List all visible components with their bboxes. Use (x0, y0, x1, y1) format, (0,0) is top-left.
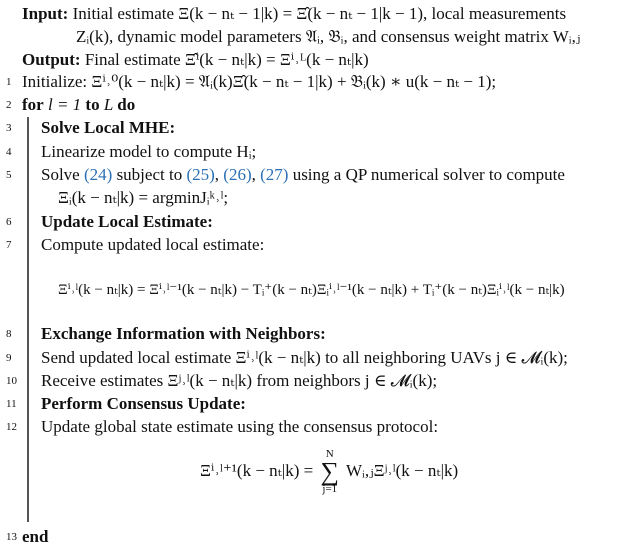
loop-range: l = 1 (43, 95, 86, 114)
line-number: 11 (6, 398, 17, 410)
step-heading: Update Local Estimate: (41, 212, 213, 231)
text: , (214, 165, 224, 184)
text: Solve (41, 165, 84, 184)
sum-upper: N (325, 448, 334, 461)
line-text: Update global state estimate using the consensus protocol: (41, 417, 439, 436)
line-number: 7 (6, 239, 12, 251)
line-number: 5 (6, 169, 12, 181)
loop-body-bar (27, 117, 29, 522)
text: , (251, 165, 261, 184)
input-line (22, 4, 566, 24)
step-heading: Solve Local MHE: (41, 118, 176, 137)
input-text: Initial estimate Ξ(k − nₜ − 1|k) = Ξ̂(k − nₜ − 1|k − 1), local measurements (72, 4, 567, 23)
line-text: Compute updated local estimate: (41, 235, 265, 254)
equation-ref-link[interactable]: (25) (186, 165, 215, 184)
line-for-loop (22, 95, 135, 115)
line-text: Send updated local estimate Ξⁱ˒ˡ(k − nₜ|k) to all neighboring UAVs j ∈ 𝓜ᵢ(k); (41, 348, 568, 367)
line-number: 3 (6, 122, 12, 134)
keyword-to: to (85, 95, 100, 114)
keyword-for: for (22, 95, 44, 114)
sigma-symbol: ∑ (320, 457, 340, 487)
line-text: Receive estimates Ξʲ˒ˡ(k − nₜ|k) from neighbors j ∈ 𝓜ᵢ(k); (41, 371, 438, 390)
sum-lower: j=1 (322, 483, 338, 496)
input-continuation: Zᵢ(k), dynamic model parameters 𝔄ᵢ, 𝔅ᵢ, and consensus weight matrix Wᵢ,ⱼ (76, 27, 581, 46)
text: using a QP numerical solver to compute (288, 165, 565, 184)
line-text: Linearize model to compute Hᵢ; (41, 142, 257, 161)
equation-ref-link[interactable]: (24) (83, 165, 113, 184)
equation-ref-link[interactable]: (27) (260, 165, 289, 184)
line-number: 6 (6, 216, 12, 228)
step-heading: Perform Consensus Update: (41, 394, 246, 413)
step-heading: Exchange Information with Neighbors: (41, 324, 326, 343)
keyword-end: end (22, 527, 49, 546)
output-label: Output: (22, 50, 81, 69)
line-number: 8 (6, 328, 12, 340)
output-text: Final estimate Ξ̂ⁱ(k − nₜ|k) = Ξⁱ˒ᴸ(k − nₜ|k) (84, 50, 369, 69)
line-number: 10 (6, 375, 17, 387)
input-label: Input: (22, 4, 69, 23)
line-number: 2 (6, 99, 12, 111)
line-number: 13 (6, 531, 17, 543)
formula-left: Ξⁱ˒ˡ⁺¹(k − nₜ|k) = (200, 461, 314, 480)
line-number: 1 (6, 76, 12, 88)
output-line (22, 50, 369, 70)
summation (321, 449, 340, 495)
equation-ref-link[interactable]: (26) (223, 165, 252, 184)
line-number: 4 (6, 146, 12, 158)
line-number: 9 (6, 352, 12, 364)
line-number: 12 (6, 421, 17, 433)
consensus-formula (200, 448, 458, 495)
line-continuation: Ξᵢ(k − nₜ|k) = argminJᵢᵏ˒ˡ; (58, 188, 229, 207)
keyword-do: do (117, 95, 136, 114)
update-formula: Ξⁱ˒ˡ(k − nₜ|k) = Ξⁱ˒ˡ⁻¹(k − nₜ|k) − Tᵢ⁺(k − nₜ)Ξᵢⁱ˒ˡ⁻¹(k − nₜ|k) + Tᵢ⁺(k − nₜ)Ξᵢⁱ˒ˡ(k − nₜ|k) (58, 282, 565, 298)
line-solve (41, 165, 565, 185)
loop-bound: L (99, 95, 118, 114)
line-initialize: Initialize: Ξⁱ˒⁰(k − nₜ|k) = 𝔄ᵢ(k)Ξ̂(k − nₜ − 1|k) + 𝔅ᵢ(k) ∗ u(k − nₜ − 1); (22, 72, 497, 91)
text: subject to (112, 165, 187, 184)
formula-right: Wᵢ,ⱼΞʲ˒ˡ(k − nₜ|k) (346, 461, 459, 480)
